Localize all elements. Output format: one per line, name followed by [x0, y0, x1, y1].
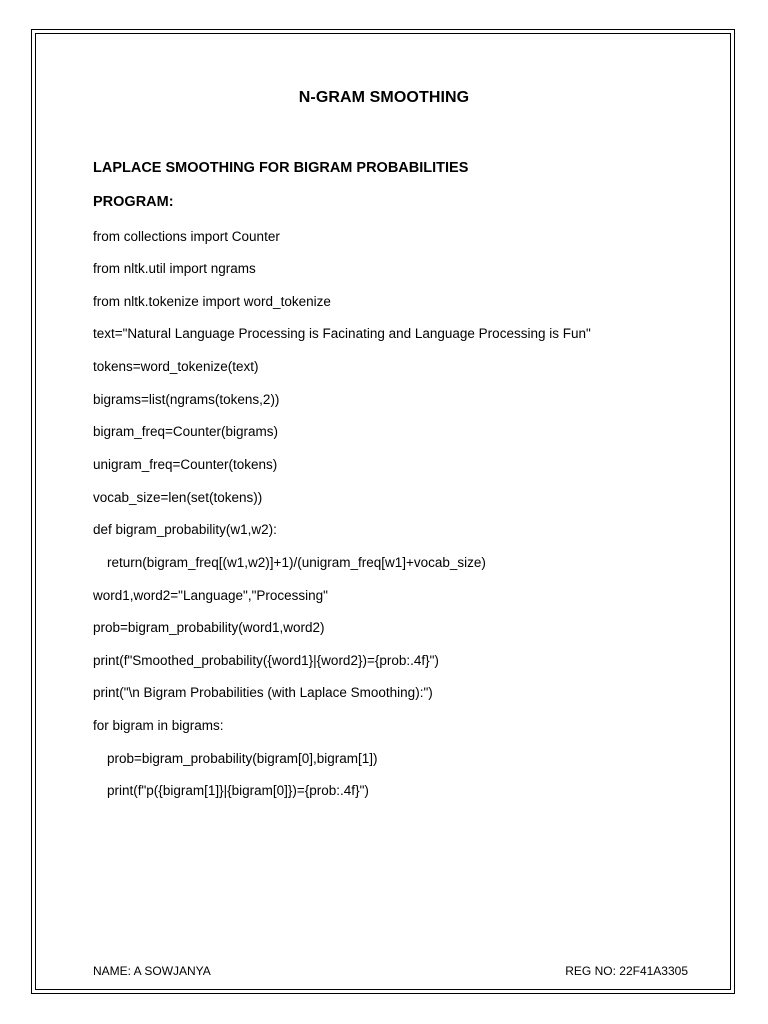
footer-reg-no: REG NO: 22F41A3305 [565, 964, 688, 978]
code-line: print("\n Bigram Probabilities (with Laplace Smoothing):") [93, 685, 433, 700]
page-title: N-GRAM SMOOTHING [298, 89, 470, 106]
code-line: prob=bigram_probability(bigram[0],bigram[1]) [107, 751, 378, 766]
program-label: PROGRAM: [93, 194, 174, 210]
code-line: vocab_size=len(set(tokens)) [93, 490, 263, 505]
code-line: word1,word2="Language","Processing" [93, 588, 328, 603]
section-heading: LAPLACE SMOOTHING FOR BIGRAM PROBABILITIES [93, 160, 469, 176]
code-line: for bigram in bigrams: [93, 718, 224, 733]
page-border-inner [35, 33, 731, 990]
code-line: print(f"Smoothed_probability({word1}|{word2})={prob:.4f}") [93, 653, 439, 668]
code-line: from nltk.util import ngrams [93, 261, 256, 276]
code-line: from nltk.tokenize import word_tokenize [93, 294, 331, 309]
code-line: unigram_freq=Counter(tokens) [93, 457, 278, 472]
code-line: return(bigram_freq[(w1,w2)]+1)/(unigram_freq[w1]+vocab_size) [107, 555, 486, 570]
code-line: from collections import Counter [93, 229, 280, 244]
code-line: prob=bigram_probability(word1,word2) [93, 620, 325, 635]
code-line: tokens=word_tokenize(text) [93, 359, 259, 374]
code-line: text="Natural Language Processing is Facinating and Language Processing is Fun" [93, 326, 591, 341]
code-line: def bigram_probability(w1,w2): [93, 522, 277, 537]
code-line: bigrams=list(ngrams(tokens,2)) [93, 392, 280, 407]
footer-name: NAME: A SOWJANYA [93, 964, 211, 978]
code-line: bigram_freq=Counter(bigrams) [93, 424, 278, 439]
code-line: print(f"p({bigram[1]}|{bigram[0]})={prob:.4f}") [107, 783, 369, 798]
